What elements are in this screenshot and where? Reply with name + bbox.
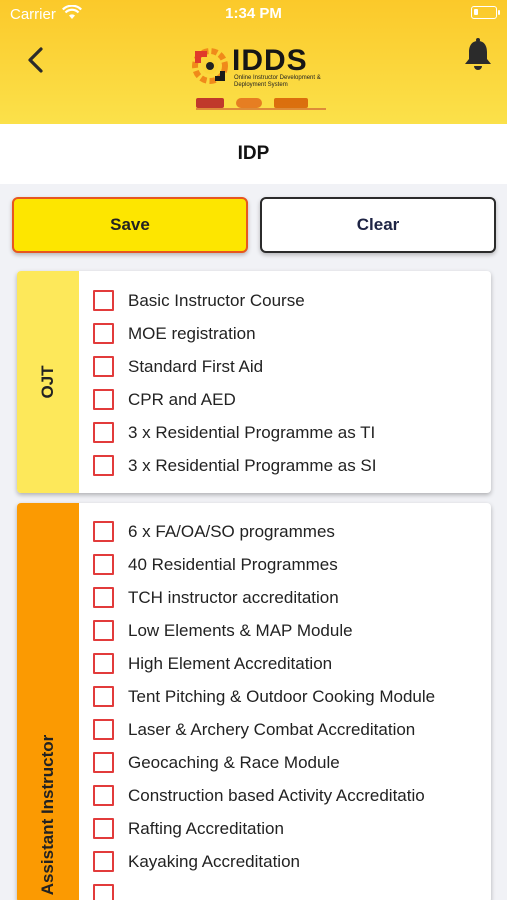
save-button[interactable]: Save [12,197,248,253]
section-card-assistant-instructor [17,503,491,900]
checkbox[interactable] [93,323,114,344]
checkbox[interactable] [93,587,114,608]
chevron-left-icon[interactable] [24,44,48,76]
section-band-ojt [17,271,79,493]
checklist [79,515,491,900]
checkbox[interactable] [93,422,114,443]
checklist-item-label: Geocaching & Race Module [128,752,340,772]
checklist-item-label: Standard First Aid [128,356,264,376]
checklist-item[interactable] [79,449,491,482]
checkbox[interactable] [93,620,114,641]
checkbox[interactable] [93,851,114,872]
checklist-item[interactable] [79,317,491,350]
page-title: IDP [0,124,507,184]
checklist-item-label: MOE registration [128,323,256,343]
logo-name: IDDS [232,44,308,77]
checkbox[interactable] [93,884,114,900]
checkbox[interactable] [93,389,114,410]
checklist [79,284,491,482]
idds-logo [190,44,330,116]
checklist-item[interactable] [79,812,491,845]
checklist-item[interactable] [79,350,491,383]
section-label: Assistant Instructor [38,734,57,896]
checklist-item[interactable] [79,581,491,614]
checklist-item[interactable] [79,713,491,746]
checkbox[interactable] [93,752,114,773]
status-bar [0,0,507,28]
checklist-item[interactable] [79,383,491,416]
checklist-item-label: 6 x FA/OA/SO programmes [128,521,335,541]
section-band-assistant-instructor [17,503,79,900]
logo-subtitle: Online Instructor Development & Deployment System [234,75,321,88]
section-label: OJT [38,365,57,399]
checklist-item-label: Laser & Archery Combat Accreditation [128,719,416,739]
checklist-item[interactable] [79,845,491,878]
checklist-item-label: 3 x Residential Programme as TI [128,422,376,442]
checkbox[interactable] [93,785,114,806]
checkbox[interactable] [93,818,114,839]
checklist-item-label: 40 Residential Programmes [128,554,338,574]
section-card-ojt [17,271,491,493]
checklist-item[interactable] [79,746,491,779]
checklist-item[interactable] [79,680,491,713]
gear-logo-icon [190,46,230,86]
clock: 1:34 PM [225,5,282,22]
checklist-item[interactable] [79,515,491,548]
checklist-item[interactable] [79,284,491,317]
checklist-item[interactable] [79,416,491,449]
checkbox[interactable] [93,356,114,377]
checklist-item-label: TCH instructor accreditation [128,587,339,607]
clear-button[interactable]: Clear [260,197,496,253]
battery-icon [471,6,497,19]
checkbox[interactable] [93,719,114,740]
checkbox[interactable] [93,554,114,575]
checklist-item[interactable] [79,647,491,680]
checklist-item[interactable] [79,548,491,581]
checklist-item-label: 3 x Residential Programme as SI [128,455,377,475]
checklist-item-label: Construction based Activity Accreditatio [128,785,425,805]
checklist-item[interactable] [79,614,491,647]
checkbox[interactable] [93,290,114,311]
checkbox[interactable] [93,521,114,542]
checklist-item-label: High Element Accreditation [128,653,333,673]
checklist-item-label: CPR and AED [128,389,236,409]
checklist-item-partial[interactable] [79,878,491,900]
bell-icon[interactable] [462,38,494,72]
checklist-item-label: Basic Instructor Course [128,290,305,310]
checklist-item-label: Rafting Accreditation [128,818,284,838]
checklist-item-label: Kayaking Accreditation [128,851,300,871]
app-header [0,0,507,124]
checkbox[interactable] [93,686,114,707]
checkbox[interactable] [93,455,114,476]
carrier-label: Carrier [10,6,56,23]
sponsor-logos [196,96,326,110]
checkbox[interactable] [93,653,114,674]
checklist-item-label: Low Elements & MAP Module [128,620,353,640]
checklist-item-label: Tent Pitching & Outdoor Cooking Module [128,686,436,706]
checklist-item[interactable] [79,779,491,812]
